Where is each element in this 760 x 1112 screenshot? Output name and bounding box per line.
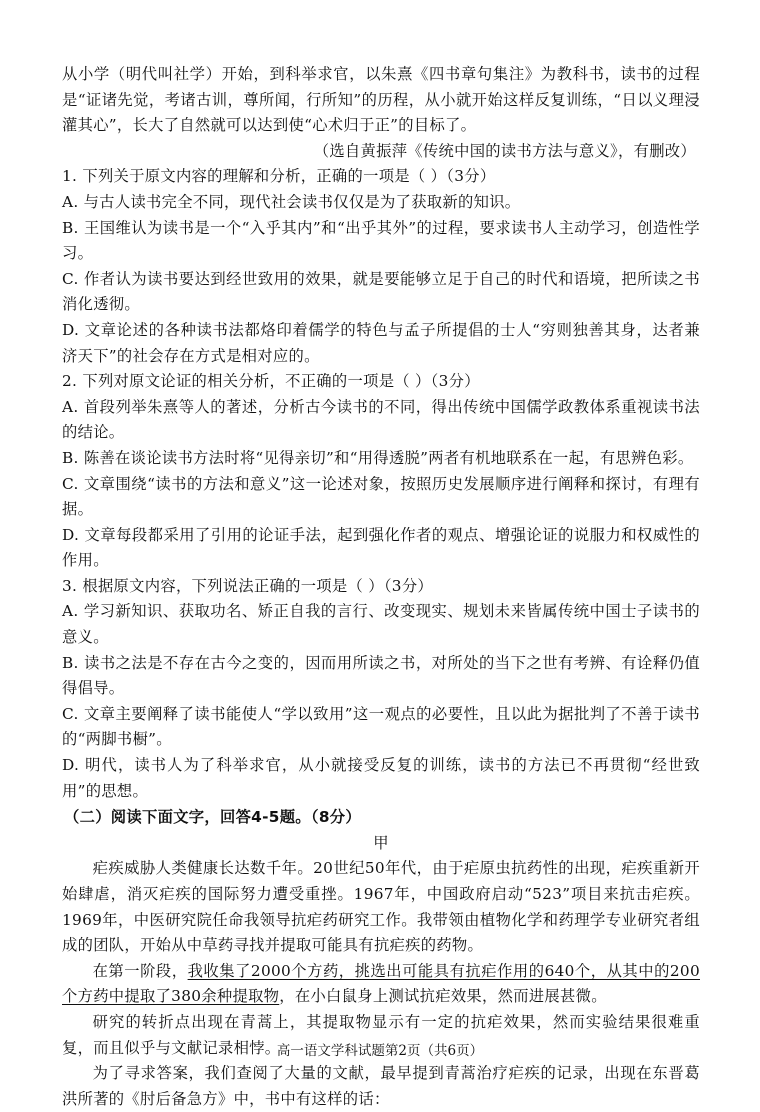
question-1-stem: 1. 下列关于原文内容的理解和分析，正确的一项是（ ）（3分） [62, 167, 496, 186]
paragraph-2-lead: 在第一阶段， [92, 961, 188, 980]
question-3-stem: 3. 根据原文内容，下列说法正确的一项是（ ）（3分） [62, 576, 434, 595]
question-3-option-d: D. 明代，读书人为了科举求官，从小就接受反复的训练，读书的方法已不再贯彻“经世致用”的思想。 [62, 756, 700, 800]
question-2-option-b: B. 陈善在谈论读书方法时将“见得亲切”和“用得透脱”两者有机地联系在一起，有思辨色彩。 [62, 448, 694, 467]
text-jia-paragraph-1 [62, 856, 700, 958]
question-2-option-d: D. 文章每段都采用了引用的论证手法，起到强化作者的观点、增强论证的说服力和权威性的作用。 [62, 525, 700, 570]
page-footer: 高一语文学科试题第2页（共6页） [276, 1043, 484, 1059]
question-1-option-d: D. 文章论述的各种读书法都烙印着儒学的特色与孟子所提倡的士人“穷则独善其身，达者兼济天下”的社会存在方式是相对应的。 [62, 320, 700, 365]
paragraph-2-tail: ，在小白鼠身上测试抗疟效果，然而进展甚微。 [279, 987, 607, 1006]
text-jia-title: 甲 [373, 833, 389, 852]
text-jia-paragraph-2 [62, 959, 700, 1010]
paragraph-1-text: 疟疾威胁人类健康长达数千年。20世纪50年代，由于疟原虫抗药性的出现，疟疾重新开始肆虐，消灭疟疾的国际努力遭受重挫。1967年，中国政府启动“523”项目来抗击疟疾。1969年，中医研究院任命我领导抗疟药研究工作。我带领由植物化学和药理学专业研究者组成的团队，开始从中草药寻找并提取可能具有抗疟疾的药物。 [62, 859, 700, 955]
paragraph-4-text: 为了寻求答案，我们查阅了大量的文献，最早提到青蒿治疗疟疾的记录，出现在东晋葛洪所著的《肘后备急方》中，书中有这样的话： [62, 1064, 700, 1108]
question-3 [62, 574, 700, 804]
question-2-option-c: C. 文章围绕“读书的方法和意义”这一论述对象，按照历史发展顺序进行阐释和探讨，有理有据。 [62, 474, 700, 519]
question-3-option-a: A. 学习新知识、获取功名、矫正自我的言行、改变现实、规划未来皆属传统中国士子读书的意义。 [62, 602, 700, 647]
question-1-option-a: A. 与古人读书完全不同，现代社会读书仅仅是为了获取新的知识。 [62, 192, 521, 211]
question-2-stem: 2. 下列对原文论证的相关分析，不正确的一项是（ ）（3分） [62, 372, 480, 391]
question-1-option-b: B. 王国维认为读书是一个“入乎其内”和“出乎其外”的过程，要求读书人主动学习，创造性学习。 [62, 218, 700, 263]
question-3-option-c: C. 文章主要阐释了读书能使人“学以致用”这一观点的必要性，且以此为据批判了不善于读书的“两脚书橱”。 [62, 704, 700, 749]
page-content [62, 62, 700, 1112]
question-1 [62, 164, 700, 369]
passage-continuation: 从小学（明代叫社学）开始，到科举求官，以朱熹《四书章句集注》为教科书，读书的过程是“证诸先觉，考诸古训，尊所闻，行所知”的历程，从小就开始这样反复训练，“日以义理浸灌其心”，长大了自然就可以达到使“心术归于正”的目标了。 [62, 65, 700, 135]
question-2-option-a: A. 首段列举朱熹等人的著述，分析古今读书的不同，得出传统中国儒学政教体系重视读书法的结论。 [62, 397, 700, 442]
question-3-option-b: B. 读书之法是不存在古今之变的，因而用所读之书，对所处的当下之世有考辨、有诠释仍值得倡导。 [62, 653, 700, 698]
section-2-heading: （二）阅读下面文字，回答4-5题。（8分） [64, 808, 361, 827]
question-2 [62, 369, 700, 574]
passage-source: （选自黄振萍《传统中国的读书方法与意义》，有删改） [313, 141, 696, 160]
question-1-option-c: C. 作者认为读书要达到经世致用的效果，就是要能够立足于自己的时代和语境，把所读之书消化透彻。 [62, 269, 700, 314]
paragraph-3-text: 研究的转折点出现在青蒿上，其提取物显示有一定的抗疟效果，然而实验结果很难重复，而且似乎与文献记录相悖。 [62, 1012, 700, 1057]
paragraph-2-underlined-sentence: 我收集了2000个方药，挑选出可能具有抗疟作用的640个，从其中的200个方药中提取了380余种提取物 [62, 961, 700, 1006]
text-jia-paragraph-4 [62, 1061, 700, 1112]
